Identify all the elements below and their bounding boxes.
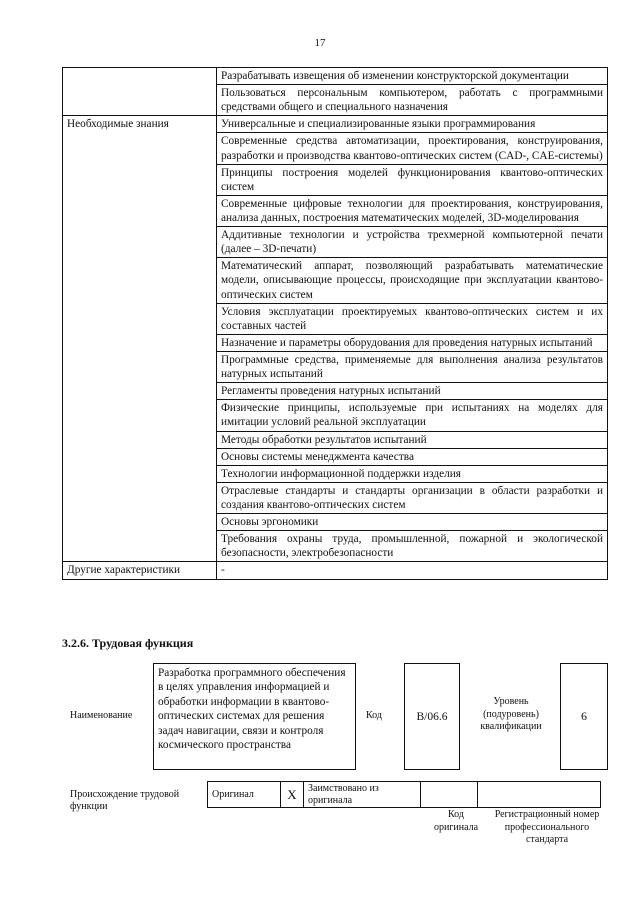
kod-label: Код — [366, 710, 382, 721]
reg-number-label: Регистрационный номер профессионального стандарта — [494, 809, 600, 845]
table-row — [63, 334, 608, 351]
row-text: Условия эксплуатации проектируемых квантово-оптических систем и их составных частей — [217, 303, 608, 334]
row-label — [63, 531, 217, 562]
row-text: Основы эргономики — [217, 514, 608, 531]
origin-table — [207, 781, 601, 808]
table-row — [63, 351, 608, 382]
row-text: Технологии информационной поддержки изделия — [217, 465, 608, 482]
row-text: Универсальные и специализированные языки программирования — [217, 116, 608, 133]
row-label — [63, 68, 217, 85]
row-label — [63, 133, 217, 164]
row-label — [63, 514, 217, 531]
row-text: Физические принципы, используемые при испытаниях на моделях для имитации условий реальной эксплуатации — [217, 400, 608, 431]
row-label — [63, 195, 217, 226]
kod-value: B/06.6 — [404, 663, 460, 770]
table-row — [63, 482, 608, 513]
table-row — [63, 531, 608, 562]
row-text: Отраслевые стандарты и стандарты организации в области разработки и создания квантово-оптических систем — [217, 482, 608, 513]
kod-orig-label: Код оригинала — [433, 809, 479, 833]
row-text: Пользоваться персональным компьютером, работать с программными средствами общего и специального назначения — [217, 85, 608, 116]
row-label — [63, 85, 217, 116]
origin-label: Происхождение трудовой функции — [70, 789, 180, 812]
row-label — [63, 448, 217, 465]
row-label — [63, 227, 217, 258]
table-row — [63, 400, 608, 431]
table-row — [63, 164, 608, 195]
naim-value: Разработка программного обеспечения в целях управления информацией и обработки информации в квантово-оптических системах для решения задач навигации, связи и контроля космического пространства — [153, 663, 356, 770]
row-text: Программные средства, применяемые для выполнения анализа результатов натурных испытаний — [217, 351, 608, 382]
row-text: Принципы построения моделей функционирования квантово-оптических систем — [217, 164, 608, 195]
row-label: Необходимые знания — [63, 116, 217, 133]
row-label: Другие характеристики — [63, 562, 217, 579]
row-text: Современные цифровые технологии для проектирования, конструирования, анализа данных, построения математических моделей, 3D-моделирования — [217, 195, 608, 226]
row-text: Современные средства автоматизации, проектирования, конструирования, разработки и производства квантово-оптических систем (CAD-, CAE-системы) — [217, 133, 608, 164]
row-text: Требования охраны труда, промышленной, пожарной и экологической безопасности, электробезопасности — [217, 531, 608, 562]
row-text: Методы обработки результатов испытаний — [217, 431, 608, 448]
table-row — [63, 258, 608, 303]
table-row — [63, 431, 608, 448]
row-label — [63, 258, 217, 303]
row-label — [63, 383, 217, 400]
kod-orig-cell — [421, 782, 478, 808]
table-row — [63, 68, 608, 85]
row-text: Основы системы менеджмента качества — [217, 448, 608, 465]
table-row — [63, 116, 608, 133]
row-text: Регламенты проведения натурных испытаний — [217, 383, 608, 400]
row-label — [63, 400, 217, 431]
row-label — [63, 431, 217, 448]
row-label — [63, 303, 217, 334]
row-text: Математический аппарат, позволяющий разрабатывать математические модели, описывающие процессы, происходящие при эксплуатации квантово-оптических систем — [217, 258, 608, 303]
table-row — [63, 465, 608, 482]
row-label — [63, 465, 217, 482]
level-value: 6 — [560, 663, 608, 770]
table-row — [63, 133, 608, 164]
level-label: Уровень (подуровень) квалификации — [480, 696, 542, 732]
page-number: 17 — [314, 37, 326, 49]
row-text: - — [217, 562, 608, 579]
original-cell: Оригинал — [208, 782, 281, 808]
row-label — [63, 164, 217, 195]
row-text: Разрабатывать извещения об изменении конструкторской документации — [217, 68, 608, 85]
table-row — [63, 448, 608, 465]
table-row — [63, 303, 608, 334]
row-text: Аддитивные технологии и устройства трехмерной компьютерной печати (далее – 3D-печати) — [217, 227, 608, 258]
table-row — [63, 562, 608, 579]
original-mark: X — [281, 782, 304, 808]
table-row — [63, 227, 608, 258]
row-label — [63, 334, 217, 351]
borrowed-cell: Заимствовано из оригинала — [304, 782, 421, 808]
reg-number-cell — [478, 782, 601, 808]
row-label — [63, 351, 217, 382]
row-label — [63, 482, 217, 513]
table-row — [63, 85, 608, 116]
section-title: 3.2.6. Трудовая функция — [62, 636, 194, 650]
knowledge-table — [62, 67, 608, 580]
naim-label: Наименование — [70, 710, 133, 721]
table-row — [63, 514, 608, 531]
table-row — [63, 195, 608, 226]
table-row — [63, 383, 608, 400]
row-text: Назначение и параметры оборудования для проведения натурных испытаний — [217, 334, 608, 351]
